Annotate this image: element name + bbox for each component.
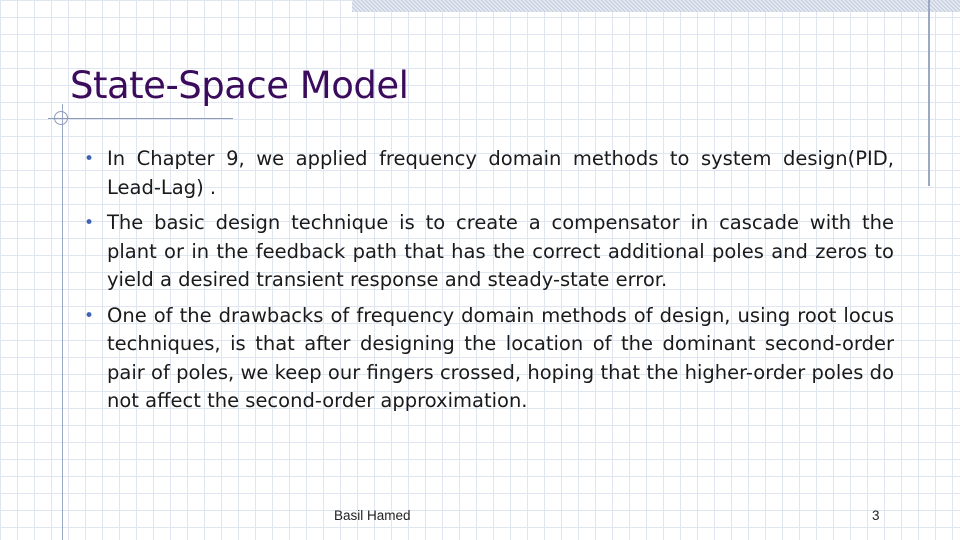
bullet-item [82, 145, 894, 202]
bullet-list [82, 145, 894, 423]
title-circle-ornament [54, 111, 68, 125]
bullet-text: One of the drawbacks of frequency domain methods of design, using root locus techniques, is that after designing the location of the dominant second-order pair of poles, we keep our fingers crossed, hoping that the higher-order poles do not affect the second-order approximation. [107, 303, 894, 412]
bullet-text: In Chapter 9, we applied frequency domain methods to system design(PID, Lead-Lag) . [107, 147, 894, 199]
bullet-icon: • [83, 213, 95, 233]
title-underline [48, 118, 233, 119]
bullet-item [82, 209, 894, 295]
slide-title: State-Space Model [70, 64, 409, 107]
bullet-icon: • [83, 305, 95, 326]
right-decorative-rule [928, 0, 930, 186]
top-decorative-band [352, 0, 960, 12]
left-decorative-rule [62, 104, 63, 540]
page-number: 3 [872, 508, 880, 523]
bullet-text: The basic design technique is to create a compensator in cascade with the plant or in the feedback path that has the correct additional poles and zeros to yield a desired transient response and steady-state error. [107, 211, 894, 291]
bullet-item [82, 302, 894, 416]
bullet-icon: • [83, 149, 95, 169]
footer-author: Basil Hamed [334, 508, 411, 523]
